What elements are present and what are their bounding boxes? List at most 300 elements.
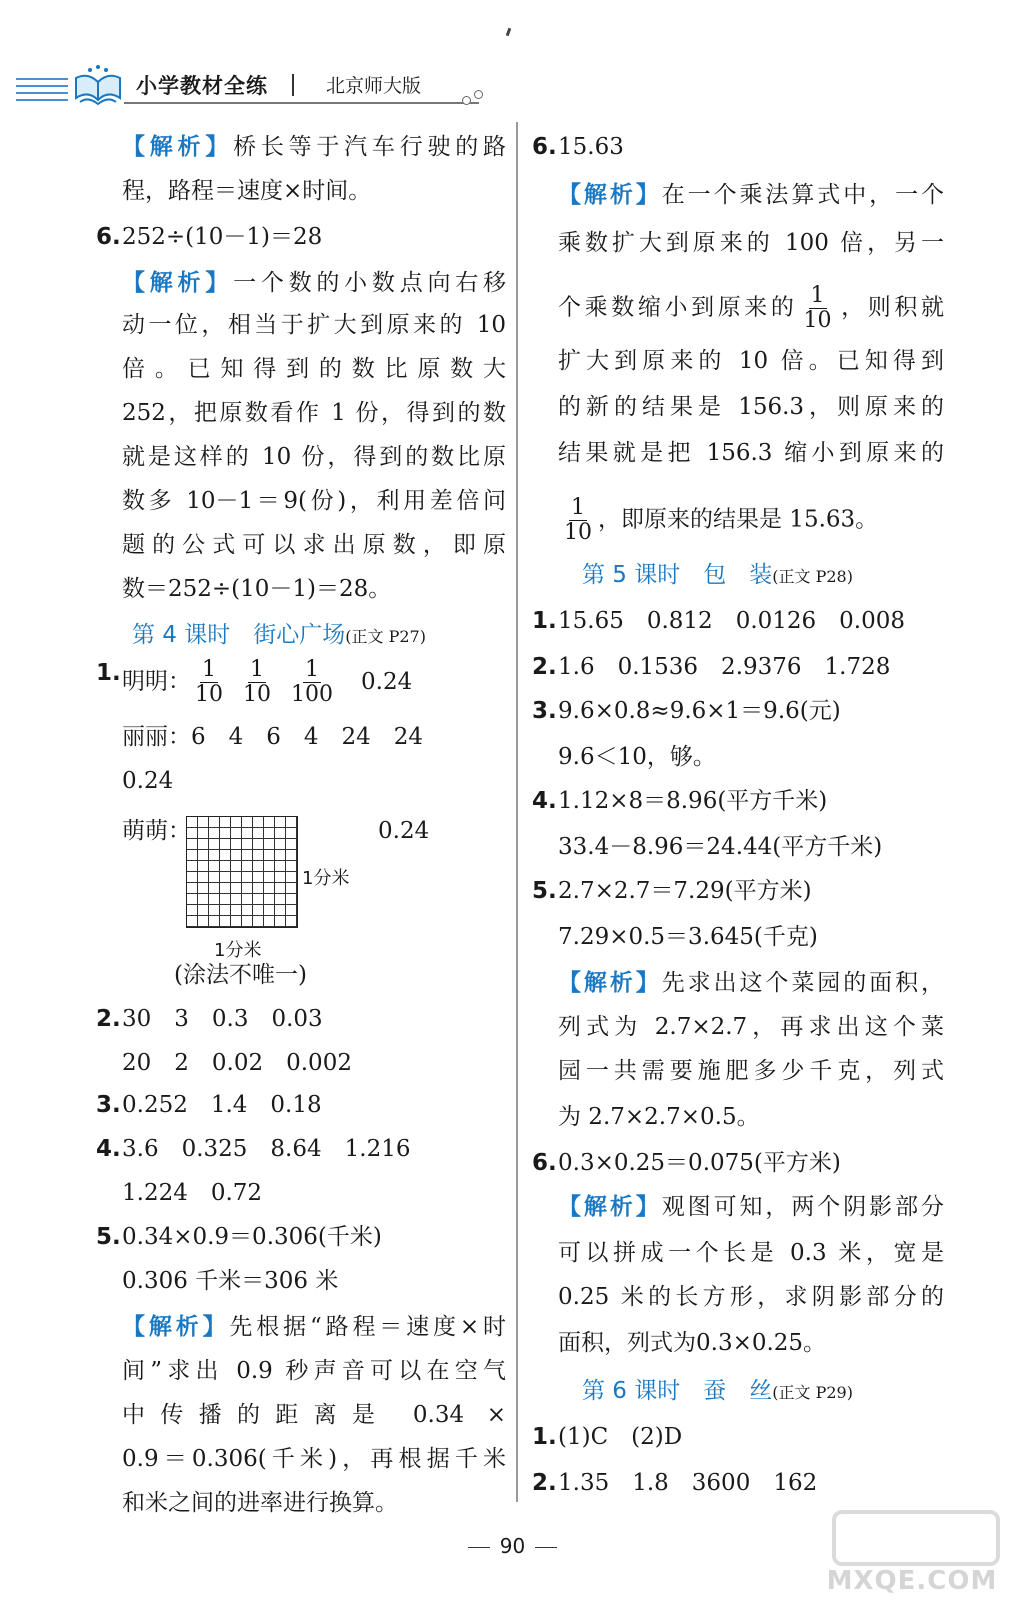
grid-cell [242, 861, 253, 872]
line-text: 15.65 0.812 0.0126 0.008 [558, 608, 906, 634]
line-text: 就是这样的 10 份，得到的数比原 [122, 444, 506, 470]
answer-line [534, 132, 944, 162]
line-body [122, 1400, 506, 1430]
grid-cell [286, 850, 297, 861]
answer-line [98, 132, 506, 162]
grid-cell [264, 861, 275, 872]
grid-cell [209, 883, 220, 894]
line-body [122, 398, 506, 428]
grid-cell [231, 916, 242, 927]
answer-line [98, 658, 506, 707]
answer-line [98, 442, 506, 472]
grid-cell [264, 828, 275, 839]
line-body [122, 766, 506, 796]
line-text: 在一个乘法算式中，一个 [661, 182, 945, 208]
answer-line [534, 438, 944, 468]
lesson-heading [534, 1376, 944, 1408]
line-text: 3.6 0.325 8.64 1.216 [122, 1136, 411, 1162]
fraction-denominator: 10 [564, 520, 592, 545]
grid-cell [209, 894, 220, 905]
line-text: 观图可知，两个阴影部分 [661, 1194, 945, 1220]
grid-cell [220, 872, 231, 883]
grid-cell [264, 894, 275, 905]
line-text: 一个数的小数点向右移 [233, 270, 507, 296]
grid-cell [231, 817, 242, 828]
line-body [558, 392, 944, 422]
line-text: 个乘数缩小到原来的 [558, 294, 798, 321]
line-text: 结果就是把 156.3 缩小到原来的 [558, 440, 944, 466]
line-body [122, 658, 506, 707]
line-text: 先根据“路程＝速度×时 [229, 1314, 507, 1340]
answer-line [98, 766, 506, 796]
line-body [122, 268, 506, 298]
line-text: ，则积就 [837, 294, 945, 321]
answer-line [534, 1012, 944, 1042]
analysis-tag: 【解析】 [122, 270, 234, 296]
answer-line [98, 1266, 506, 1296]
line-body [558, 496, 944, 545]
answer-line [98, 1090, 506, 1120]
grid-cell [198, 905, 209, 916]
line-text: 可以拼成一个长是 0.3 米，宽是 [558, 1240, 944, 1266]
grid-cell [231, 883, 242, 894]
answer-line [98, 310, 506, 340]
line-text: 1.35 1.8 3600 162 [558, 1470, 818, 1496]
answer-line [534, 922, 944, 952]
grid-cell [220, 861, 231, 872]
grid-cell [275, 828, 286, 839]
answer-line [534, 1328, 944, 1358]
line-body [122, 1004, 506, 1034]
brand-title: 小学教材全练 [136, 74, 268, 98]
line-text: 33.4－8.96＝24.44(平方千米) [558, 834, 883, 860]
line-body [558, 1468, 944, 1498]
edition-label: 北京师大版 [326, 75, 422, 97]
line-text: 乘数扩大到原来的 100 倍，另一 [558, 230, 944, 256]
answer-line [534, 742, 944, 772]
grid-cell [275, 839, 286, 850]
line-body [558, 1102, 944, 1132]
header-decoration-lines [16, 78, 68, 106]
header-rule-dot [462, 96, 471, 105]
answer-line [534, 180, 944, 210]
line-text: 扩大到原来的 10 倍。已知得到 [558, 348, 944, 374]
grid-cell [275, 861, 286, 872]
answer-line [98, 1048, 506, 1078]
line-body [122, 722, 506, 752]
grid-cell [220, 916, 231, 927]
answer-label: 明明： [122, 668, 191, 695]
grid-cell [264, 905, 275, 916]
grid-cell [187, 916, 198, 927]
line-body [558, 228, 944, 258]
grid-cell [209, 817, 220, 828]
page-header [0, 62, 1025, 110]
grid-cell [275, 850, 286, 861]
answer-value: 0.24 [361, 668, 413, 695]
line-body [558, 1056, 944, 1086]
grid-cell [231, 861, 242, 872]
line-text: 9.6×0.8≈9.6×1＝9.6(元) [558, 698, 841, 724]
fraction-numerator: 1 [810, 283, 825, 308]
grid-cell [209, 839, 220, 850]
question-number: 1. [532, 1424, 557, 1450]
line-text: 0.9＝0.306(千米)，再根据千米 [122, 1446, 506, 1472]
line-text: 面积，列式为0.3×0.25。 [558, 1330, 827, 1356]
line-body [122, 1266, 506, 1296]
grid-cell [242, 894, 253, 905]
grid-cell [220, 850, 231, 861]
fraction [195, 658, 223, 707]
fraction-denominator: 10 [243, 682, 271, 707]
answer-line [98, 1134, 506, 1164]
grid-cell [209, 905, 220, 916]
grid-cell [198, 861, 209, 872]
textbook-page-ref: (正文 P29) [772, 1383, 853, 1402]
grid-cell [187, 883, 198, 894]
grid-cell [286, 872, 297, 883]
grid-cell [264, 817, 275, 828]
grid-cell [198, 872, 209, 883]
textbook-page-ref: (正文 P28) [772, 567, 853, 586]
line-text: 252÷(10－1)＝28 [122, 224, 323, 250]
line-body [122, 132, 506, 162]
grid-cell [286, 817, 297, 828]
question-number: 4. [96, 1136, 121, 1162]
question-number: 4. [532, 788, 557, 814]
lesson-heading [98, 620, 506, 652]
fraction [564, 496, 592, 545]
grid-cell [264, 839, 275, 850]
line-body [122, 1048, 506, 1078]
grid-cell [220, 828, 231, 839]
line-body [558, 1148, 944, 1178]
fraction [804, 284, 832, 333]
grid-cell [209, 850, 220, 861]
line-text: 和米之间的进率进行换算。 [122, 1490, 398, 1516]
line-body [558, 1422, 944, 1452]
line-body [558, 652, 944, 682]
line-text: 间”求出 0.9 秒声音可以在空气 [122, 1358, 506, 1384]
line-text: 动一位，相当于扩大到原来的 10 [122, 312, 506, 338]
answer-line [534, 1282, 944, 1312]
line-text: 0.24 [122, 768, 174, 794]
watermark-text: MXQE.COM [826, 1566, 998, 1596]
answer-line [534, 228, 944, 258]
header-separator [292, 74, 294, 96]
grid-cell [286, 828, 297, 839]
grid-cell [253, 828, 264, 839]
line-text: 0.3×0.25＝0.075(平方米) [558, 1150, 841, 1176]
line-body [122, 222, 506, 252]
line-body [558, 438, 944, 468]
question-number: 3. [96, 1092, 121, 1118]
line-text: 题的公式可以求出原数，即原 [122, 532, 506, 558]
answer-line [534, 876, 944, 906]
line-text: 列式为 2.7×2.7，再求出这个菜 [558, 1014, 944, 1040]
line-body [558, 1282, 944, 1312]
grid-cell [286, 861, 297, 872]
answer-line [534, 968, 944, 998]
line-body [558, 606, 944, 636]
line-text: 先求出这个菜园的面积， [661, 970, 945, 996]
line-body [558, 696, 944, 726]
line-text: 1.6 0.1536 2.9376 1.728 [558, 654, 891, 680]
grid-cell [275, 894, 286, 905]
grid-cell [286, 883, 297, 894]
fraction-denominator: 100 [291, 682, 333, 707]
grid-cell [253, 883, 264, 894]
line-text: 0.34×0.9＝0.306(千米) [122, 1224, 382, 1250]
grid-cell [220, 839, 231, 850]
grid-cell [231, 872, 242, 883]
answer-line [98, 1356, 506, 1386]
line-body [122, 486, 506, 516]
line-text: 2.7×2.7＝7.29(平方米) [558, 878, 812, 904]
line-body [122, 530, 506, 560]
fraction-numerator: 1 [305, 657, 319, 682]
grid-cell [187, 817, 198, 828]
question-number: 5. [532, 878, 557, 904]
line-body [122, 1312, 506, 1342]
grid-cell [253, 839, 264, 850]
answer-line [534, 1102, 944, 1132]
answer-line [534, 346, 944, 376]
textbook-page-ref: (正文 P27) [345, 627, 426, 646]
grid-cell [242, 850, 253, 861]
question-number: 1. [96, 660, 121, 686]
watermark [812, 1506, 1012, 1596]
grid-cell [187, 872, 198, 883]
grid-cell [187, 894, 198, 905]
answer-line [98, 1488, 506, 1518]
grid-cell [209, 872, 220, 883]
analysis-tag: 【解析】 [558, 970, 662, 996]
line-text: 数＝252÷(10－1)＝28。 [122, 576, 392, 602]
line-body [122, 310, 506, 340]
grid-cell [220, 817, 231, 828]
grid-cell [253, 861, 264, 872]
answer-line [534, 1192, 944, 1222]
line-body [122, 354, 506, 384]
grid-squares [186, 816, 298, 928]
line-text: 0.252 1.4 0.18 [122, 1092, 322, 1118]
line-text: 252，把原数看作 1 份，得到的数 [122, 400, 506, 426]
line-text: 1.12×8＝8.96(平方千米) [558, 788, 828, 814]
grid-cell [253, 894, 264, 905]
lesson-title: 第 5 课时 包 装 [582, 562, 773, 588]
answer-line [534, 832, 944, 862]
answer-line [534, 696, 944, 726]
answer-line [98, 816, 506, 961]
answer-line [98, 1222, 506, 1252]
answer-line [534, 606, 944, 636]
line-body [558, 742, 944, 772]
grid-cell [209, 916, 220, 927]
answer-line [534, 392, 944, 422]
fraction-numerator: 1 [250, 657, 264, 682]
question-number: 6. [532, 1150, 557, 1176]
answer-value: 0.24 [378, 818, 430, 844]
fraction-numerator: 1 [202, 657, 216, 682]
line-text: 30 3 0.3 0.03 [122, 1006, 323, 1032]
line-body [122, 574, 506, 604]
line-body [122, 1090, 506, 1120]
grid-cell [198, 850, 209, 861]
question-number: 6. [532, 134, 557, 160]
grid-cell [220, 894, 231, 905]
grid-cell [198, 839, 209, 850]
line-text: 20 2 0.02 0.002 [122, 1050, 352, 1076]
grid-side-label: 1分米 [302, 868, 350, 889]
question-number: 6. [96, 224, 121, 250]
fraction [243, 658, 271, 707]
lesson-title: 第 4 课时 街心广场 [132, 622, 346, 648]
question-number: 3. [532, 698, 557, 724]
grid-cell [187, 828, 198, 839]
grid-cell [198, 894, 209, 905]
grid-cell [242, 839, 253, 850]
grid-cell [275, 916, 286, 927]
answer-label: 萌萌： [122, 818, 191, 844]
line-body [558, 786, 944, 816]
line-body [122, 960, 506, 990]
grid-cell [187, 839, 198, 850]
question-number: 2. [532, 1470, 557, 1496]
answer-line [534, 1422, 944, 1452]
line-body [122, 176, 506, 206]
grid-cell [253, 817, 264, 828]
fraction-numerator: 1 [571, 495, 585, 520]
answer-line [98, 354, 506, 384]
analysis-tag: 【解析】 [558, 182, 662, 208]
line-text: 程，路程＝速度×时间。 [122, 178, 372, 204]
watermark-logo [832, 1510, 1000, 1566]
grid-cell [264, 916, 275, 927]
line-text: 0.25 米的长方形，求阴影部分的 [558, 1284, 944, 1310]
grid-cell [253, 916, 264, 927]
grid-bottom-label: 1分米 [214, 940, 262, 961]
grid-cell [231, 828, 242, 839]
fraction-denominator: 10 [803, 308, 832, 333]
grid-cell [198, 883, 209, 894]
line-body [558, 1192, 944, 1222]
answer-line [98, 960, 506, 990]
answer-line [98, 1178, 506, 1208]
page-number-text: 90 [499, 1534, 526, 1558]
column-divider [516, 122, 518, 1502]
header-rule [124, 102, 479, 104]
line-body [558, 1012, 944, 1042]
grid-cell [231, 894, 242, 905]
grid-cell [209, 861, 220, 872]
answer-line [534, 284, 944, 333]
question-number: 5. [96, 1224, 121, 1250]
grid-cell [264, 883, 275, 894]
grid-cell [242, 883, 253, 894]
line-body [122, 1444, 506, 1474]
hundred-square-grid [186, 816, 350, 961]
line-body [122, 816, 506, 961]
grid-cell [264, 872, 275, 883]
grid-cell [187, 905, 198, 916]
line-text: 桥长等于汽车行驶的路 [233, 134, 507, 160]
answer-line [98, 530, 506, 560]
answer-line [98, 574, 506, 604]
answer-line [534, 1148, 944, 1178]
line-body [558, 1328, 944, 1358]
line-text: 15.63 [558, 134, 624, 160]
grid-cell [242, 916, 253, 927]
line-text: 丽丽：6 4 6 4 24 24 [122, 724, 424, 750]
line-body [558, 284, 944, 333]
grid-cell [231, 905, 242, 916]
fraction [291, 658, 333, 707]
answer-line [98, 398, 506, 428]
grid-cell [231, 839, 242, 850]
answer-line [534, 652, 944, 682]
grid-cell [253, 872, 264, 883]
line-text: 倍。已知得到的数比原数大 [122, 356, 506, 382]
answer-line [98, 1004, 506, 1034]
grid-cell [286, 839, 297, 850]
line-body [558, 922, 944, 952]
question-number: 2. [532, 654, 557, 680]
line-text: 7.29×0.5＝3.645(千克) [558, 924, 818, 950]
fraction-denominator: 10 [195, 682, 223, 707]
line-body [122, 1134, 506, 1164]
line-text: 园一共需要施肥多少千克，列式 [558, 1058, 944, 1084]
line-body [558, 968, 944, 998]
answer-line [98, 176, 506, 206]
answer-line [98, 1312, 506, 1342]
line-text: (涂法不唯一) [174, 962, 307, 988]
line-body [558, 346, 944, 376]
line-body [122, 442, 506, 472]
answer-line [98, 222, 506, 252]
answer-line [534, 786, 944, 816]
answer-line [98, 268, 506, 298]
grid-cell [264, 850, 275, 861]
grid-cell [242, 817, 253, 828]
analysis-tag: 【解析】 [122, 134, 234, 160]
grid-cell [275, 872, 286, 883]
grid-cell [242, 828, 253, 839]
grid-cell [220, 905, 231, 916]
line-body [122, 1356, 506, 1386]
line-body [558, 1238, 944, 1268]
grid-cell [286, 905, 297, 916]
line-body [122, 1222, 506, 1252]
answer-line [98, 722, 506, 752]
grid-cell [187, 861, 198, 872]
grid-cell [231, 850, 242, 861]
question-number: 2. [96, 1006, 121, 1032]
line-text: 的新的结果是 156.3，则原来的 [558, 394, 944, 420]
grid-cell [198, 828, 209, 839]
line-text: (1)C (2)D [558, 1424, 683, 1450]
lesson-heading [534, 560, 944, 592]
question-number: 1. [532, 608, 557, 634]
grid-cell [275, 905, 286, 916]
header-rule-dot [474, 90, 483, 99]
grid-cell [253, 850, 264, 861]
grid-cell [187, 850, 198, 861]
answer-line [534, 1468, 944, 1498]
grid-cell [242, 872, 253, 883]
line-text: 为 2.7×2.7×0.5。 [558, 1104, 760, 1130]
line-body [558, 876, 944, 906]
